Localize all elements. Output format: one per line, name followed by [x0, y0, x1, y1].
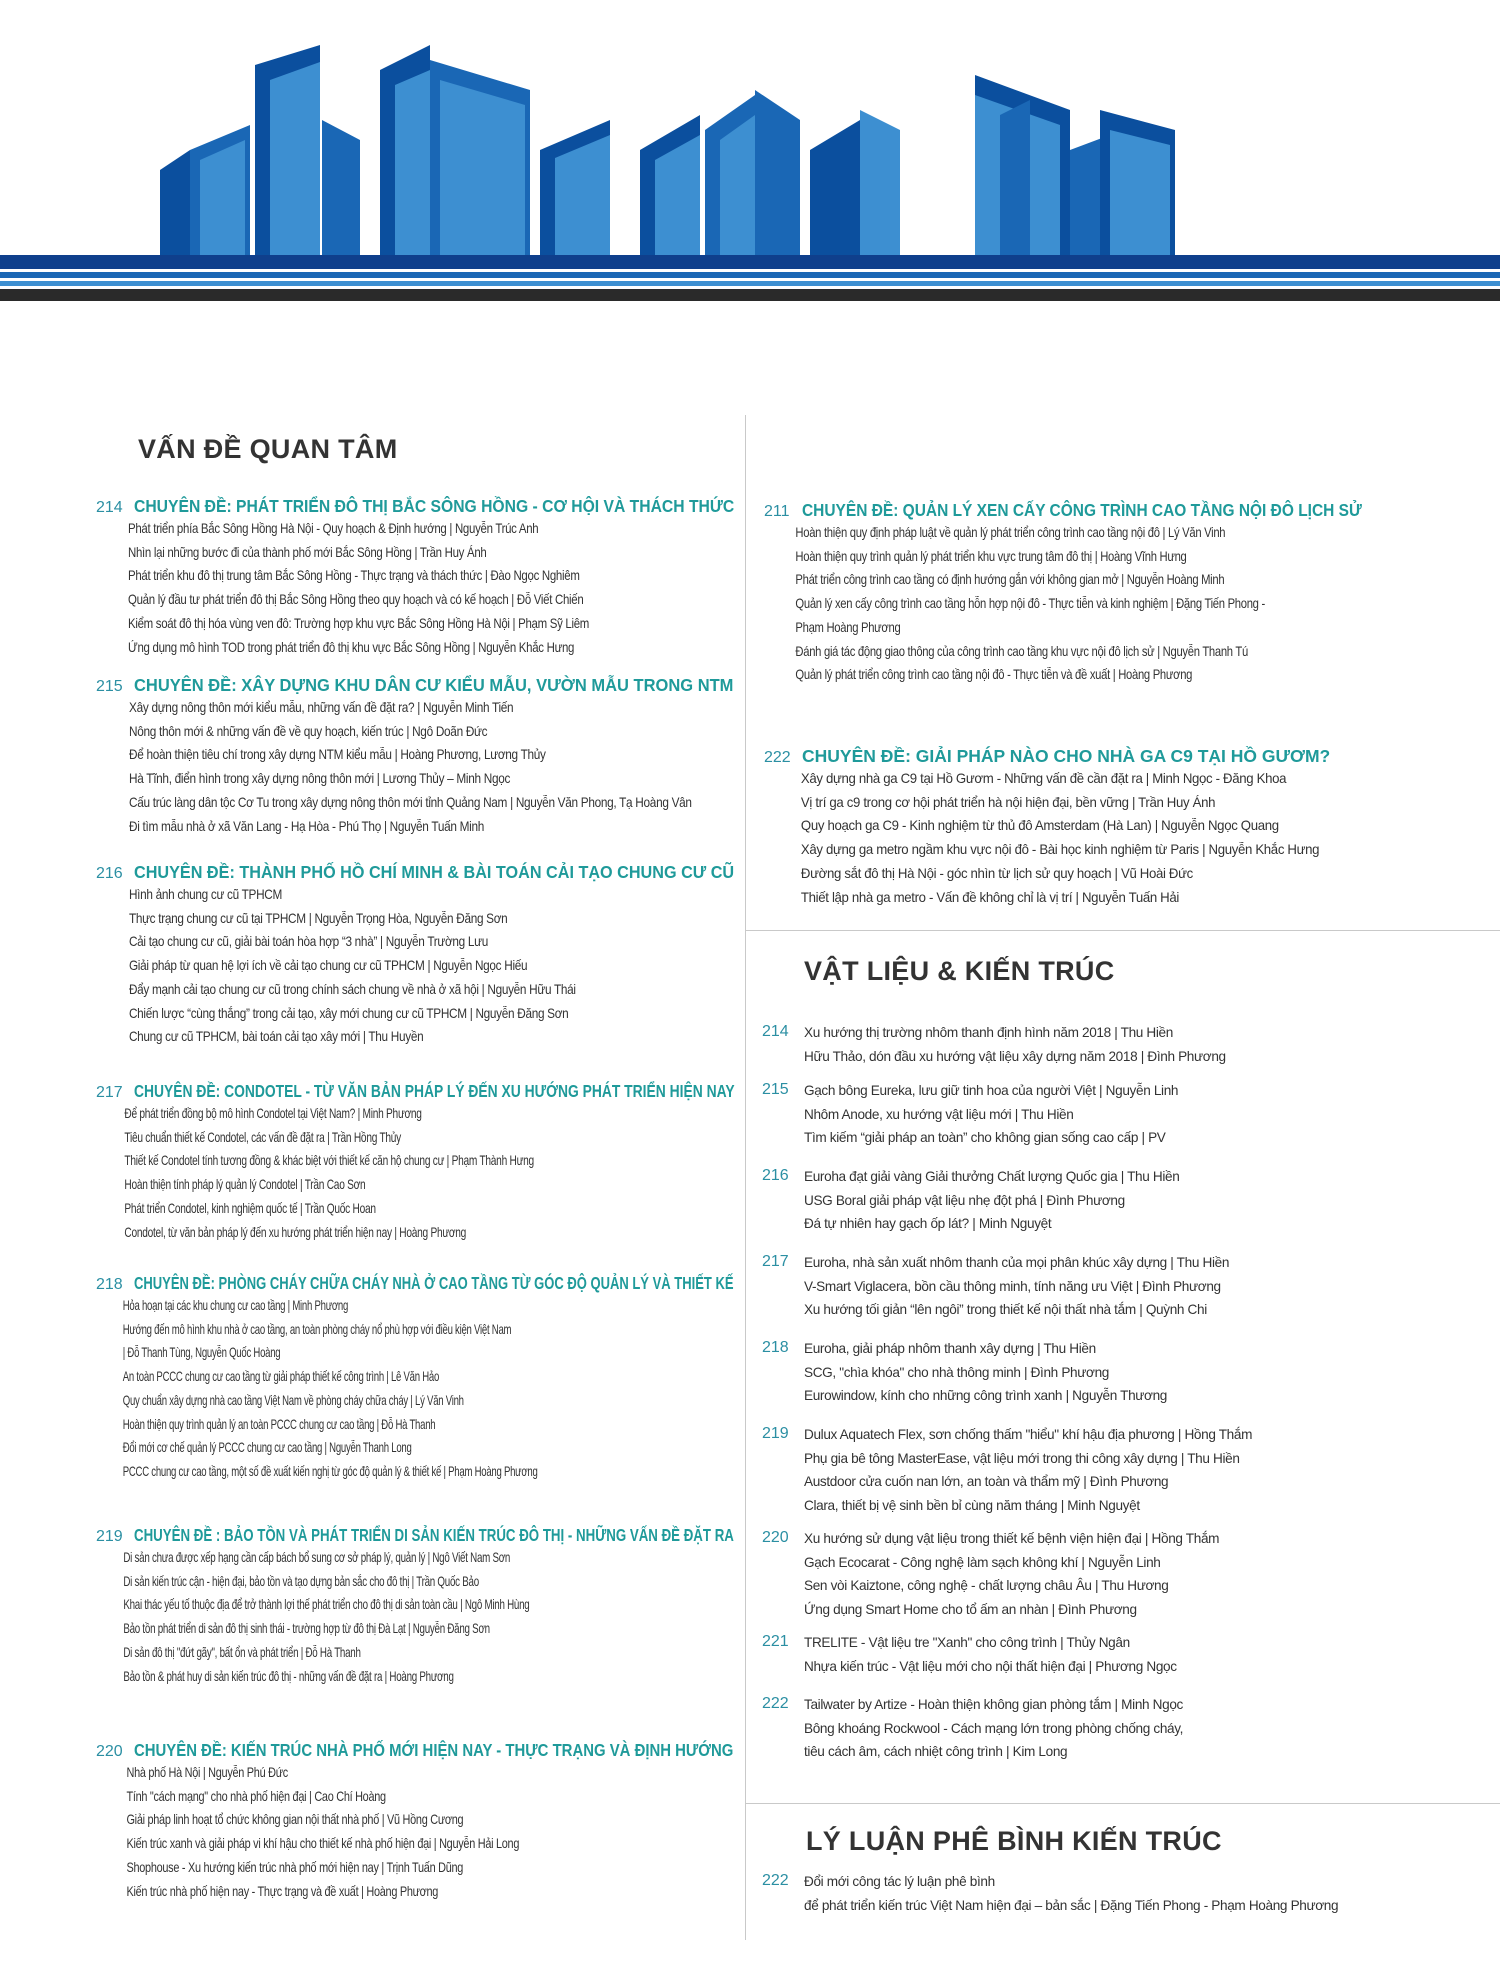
article-line: Nhà phố Hà Nội | Nguyễn Phú Đức: [126, 1765, 288, 1780]
issue-number: 218: [762, 1339, 789, 1356]
topic-block: [96, 1525, 924, 1688]
article-line: Ứng dụng mô hình TOD trong phát triển đô thị khu vực Bắc Sông Hồng | Nguyễn Khắc Hưng: [127, 639, 575, 655]
article-line: Đánh giá tác động giao thông của công trình cao tầng khu vực nội đô lịch sử | Nguyễn Thanh Tú: [795, 643, 1248, 659]
article-line: Quản lý phát triển công trình cao tầng nội đô - Thực tiễn và đề xuất | Hoàng Phương: [795, 667, 1193, 683]
topic-header: [764, 500, 1435, 521]
issue-number: 211: [764, 503, 790, 520]
issue-number: 220: [96, 1743, 123, 1760]
article-line: Quản lý đầu tư phát triển đô thị Bắc Sông Hồng theo quy hoạch và có kế hoạch | Đỗ Viết Chiến: [127, 592, 584, 608]
article-line: tiêu cách âm, cách nhiệt công trình | Kim Long: [804, 1744, 1068, 1760]
article-line: SCG, "chìa khóa" cho nhà thông minh | Đình Phương: [804, 1364, 1109, 1380]
article-line: Thiết lập nhà ga metro - Vấn đề không chỉ là vị trí | Nguyễn Tuấn Hải: [800, 889, 1179, 905]
topic-header: [96, 862, 782, 883]
issue-number: 217: [762, 1253, 789, 1270]
article-line: Vị trí ga c9 trong cơ hội phát triển hà nội hiện đại, bền vững | Trần Huy Ánh: [800, 794, 1216, 810]
topic-block: [764, 746, 1335, 909]
article-line: Tìm kiếm “giải pháp an toàn” cho không gian sống cao cấp | PV: [804, 1130, 1166, 1146]
article-line: Giải pháp linh hoạt tổ chức không gian nội thất nhà phố | Vũ Hồng Cương: [126, 1812, 464, 1828]
article-line: Đổi mới cơ chế quản lý PCCC chung cư cao tầng | Nguyễn Thanh Long: [122, 1440, 412, 1456]
article-line: Phát triển khu đô thị trung tâm Bắc Sông Hồng - Thực trạng và thách thức | Đào Ngọc Nghiêm: [127, 568, 580, 584]
topic-block: [764, 500, 1435, 687]
topic-title: CHUYÊN ĐỀ: THÀNH PHỐ HỒ CHÍ MINH & BÀI TOÁN CẢI TẠO CHUNG CƯ CŨ: [134, 862, 735, 882]
article-line: Xu hướng sử dụng vật liệu trong thiết kế bệnh viện hiện đại | Hồng Thắm: [804, 1531, 1220, 1546]
article-line: Nhôm Anode, xu hướng vật liệu mới | Thu Hiền: [804, 1106, 1074, 1122]
topic-header: [764, 746, 1335, 767]
topic-title: CHUYÊN ĐỀ : BẢO TỒN VÀ PHÁT TRIỂN DI SẢN KIẾN TRÚC ĐÔ THỊ - NHỮNG VẤN ĐỀ ĐẶT RA: [134, 1525, 734, 1545]
article-line: PCCC chung cư cao tầng, một số đề xuất kiến nghị từ góc độ quản lý & thiết kế | Phạm Hoàng Phương: [122, 1463, 538, 1479]
article-line: Euroha đạt giải vàng Giải thưởng Chất lượng Quốc gia | Thu Hiền: [804, 1169, 1180, 1184]
article-line: Euroha, nhà sản xuất nhôm thanh của mọi phân khúc xây dựng | Thu Hiền: [804, 1255, 1230, 1270]
topic-title: CHUYÊN ĐỀ: KIẾN TRÚC NHÀ PHỐ MỚI HIỆN NAY - THỰC TRẠNG VÀ ĐỊNH HƯỚNG: [134, 1740, 734, 1760]
article-line: Hữu Thảo, dón đầu xu hướng vật liệu xây dựng năm 2018 | Đình Phương: [804, 1048, 1226, 1064]
article-line: Clara, thiết bị vệ sinh bền bỉ cùng năm tháng | Minh Nguyệt: [804, 1498, 1140, 1514]
section-title-ly-luan: LÝ LUẬN PHÊ BÌNH KIẾN TRÚC: [806, 1826, 1222, 1856]
topic-block: [96, 496, 803, 659]
article-line: Condotel, từ văn bản pháp lý đến xu hướng phát triển hiện nay | Hoàng Phương: [124, 1224, 467, 1240]
topic-title: CHUYÊN ĐỀ: XÂY DỰNG KHU DÂN CƯ KIỂU MẪU, VƯỜN MẪU TRONG NTM: [134, 675, 734, 695]
issue-number: 222: [762, 1872, 789, 1889]
article-line: Ứng dụng Smart Home cho tổ ấm an nhàn | Đình Phương: [804, 1602, 1137, 1618]
issue-number: 221: [762, 1633, 789, 1650]
article-line: Di sản kiến trúc cận - hiện đại, bảo tồn và tạo dựng bản sắc cho đô thị | Trần Quốc Bảo: [123, 1573, 479, 1589]
article-line: Cải tạo chung cư cũ, giải bài toán hòa hợp “3 nhà” | Nguyễn Trường Lưu: [128, 934, 488, 950]
article-line: Tính "cách mạng" cho nhà phố hiện đại | Cao Chí Hoàng: [126, 1788, 386, 1804]
article-line: Di sản đô thị "đứt gãy", bất ổn và phát triển | Đỗ Hà Thanh: [123, 1644, 361, 1660]
article-line: Xây dựng nhà ga C9 tại Hồ Gươm - Những vấn đề cần đặt ra | Minh Ngọc - Đăng Khoa: [800, 771, 1287, 786]
article-line: Tailwater by Artize - Hoàn thiện không gian phòng tắm | Minh Ngọc: [804, 1697, 1183, 1712]
article-line: để phát triển kiến trúc Việt Nam hiện đại – bản sắc | Đặng Tiến Phong - Phạm Hoàng Phương: [804, 1897, 1339, 1913]
article-line: Chiến lược “cùng thắng” trong cải tạo, xây mới chung cư cũ TPHCM | Nguyễn Đăng Sơn: [128, 1005, 569, 1021]
article-line: Hỏa hoạn tại các khu chung cư cao tầng | Minh Phương: [122, 1298, 349, 1313]
article-line: Thực trạng chung cư cũ tại TPHCM | Nguyễn Trọng Hòa, Nguyễn Đăng Sơn: [128, 910, 508, 926]
article-line: Thiết kế Condotel tính tương đồng & khác biệt với thiết kế căn hộ chung cư | Phạm Thành Hưng: [124, 1153, 534, 1169]
article-line: Hướng đến mô hình khu nhà ở cao tầng, an toàn phòng cháy nổ phù hợp với điều kiện Việt Nam: [122, 1321, 512, 1337]
section-title-vat-lieu: VẬT LIỆU & KIẾN TRÚC: [804, 956, 1115, 986]
article-line: Sen vòi Kaiztone, công nghệ - chất lượng châu Âu | Thu Hương: [804, 1578, 1169, 1594]
topic-block: [96, 675, 781, 838]
article-line: Austdoor cửa cuốn nan lớn, an toàn và thẩm mỹ | Đình Phương: [804, 1474, 1169, 1490]
article-line: Phát triển phía Bắc Sông Hồng Hà Nội - Quy hoạch & Định hướng | Nguyễn Trúc Anh: [127, 521, 539, 536]
article-line: Shophouse - Xu hướng kiến trúc nhà phố mới hiện nay | Trịnh Tuấn Dũng: [126, 1859, 464, 1875]
article-line: Dulux Aquatech Flex, sơn chống thấm "hiểu" khí hậu địa phương | Hồng Thắm: [804, 1427, 1253, 1442]
article-line: Bảo tồn & phát huy di sản kiến trúc đô thị - những vấn đề đặt ra | Hoàng Phương: [123, 1668, 454, 1684]
article-line: Để phát triển đồng bộ mô hình Condotel tại Việt Nam? | Minh Phương: [124, 1106, 422, 1121]
article-line: Đi tìm mẫu nhà ở xã Văn Lang - Hạ Hòa - Phú Thọ | Nguyễn Tuấn Minh: [129, 818, 484, 834]
skyline-banner: [0, 0, 1500, 310]
article-line: Xây dựng nông thôn mới kiểu mẫu, những vấn đề đặt ra? | Nguyễn Minh Tiến: [129, 700, 514, 715]
issue-number: 214: [96, 499, 123, 516]
article-line: Gạch bông Eureka, lưu giữ tinh hoa của người Việt | Nguyễn Linh: [804, 1083, 1179, 1098]
section-divider: [745, 1803, 1500, 1804]
skyline-buildings: [160, 45, 1175, 255]
article-line: TRELITE - Vật liệu tre "Xanh" cho công trình | Thủy Ngân: [804, 1635, 1130, 1650]
issue-number: 218: [96, 1276, 123, 1293]
article-line: Để hoàn thiện tiêu chí trong xây dựng NTM kiểu mẫu | Hoàng Phương, Lương Thủy: [129, 747, 546, 763]
topic-block: [96, 862, 782, 1049]
issue-number: 220: [762, 1529, 789, 1546]
topic-header: [96, 496, 803, 517]
issue-number: 215: [762, 1081, 789, 1098]
article-line: Đẩy mạnh cải tạo chung cư cũ trong chính sách chung về nhà ở xã hội | Nguyễn Hữu Thái: [128, 981, 576, 997]
topic-title: CHUYÊN ĐỀ: GIẢI PHÁP NÀO CHO NHÀ GA C9 TẠI HỒ GƯƠM?: [802, 746, 1331, 766]
article-line: Bảo tồn phát triển di sản đô thị sinh thái - trường hợp từ đô thị Đà Lạt | Nguyễn Đăng Sơn: [123, 1621, 490, 1637]
article-line: Tiêu chuẩn thiết kế Condotel, các vấn đề đặt ra | Trần Hồng Thủy: [124, 1129, 402, 1145]
topic-title: CHUYÊN ĐỀ: PHÒNG CHÁY CHỮA CHÁY NHÀ Ở CAO TẦNG TỪ GÓC ĐỘ QUẢN LÝ VÀ THIẾT KẾ: [134, 1273, 734, 1293]
article-line: Phụ gia bê tông MasterEase, vật liệu mới trong thi công xây dựng | Thu Hiền: [804, 1450, 1240, 1466]
article-line: Gạch Ecocarat - Công nghệ làm sạch không khí | Nguyễn Linh: [804, 1554, 1161, 1570]
section-title-van-de: VẤN ĐỀ QUAN TÂM: [138, 434, 398, 464]
article-line: Cấu trúc làng dân tộc Cơ Tu trong xây dựng nông thôn mới tỉnh Quảng Nam | Nguyễn Văn Phong, Tạ Hoàng Vân: [129, 794, 692, 810]
article-line: Di sản chưa được xếp hạng cần cấp bách bổ sung cơ sở pháp lý, quản lý | Ngô Viết Nam Sơn: [123, 1550, 511, 1565]
topic-header: [96, 675, 781, 696]
article-line: Eurowindow, kính cho những công trình xanh | Nguyễn Thương: [804, 1388, 1168, 1404]
section-divider: [745, 930, 1500, 931]
topic-header: [96, 1740, 838, 1761]
article-line: Đổi mới công tác lý luận phê bình: [804, 1874, 995, 1889]
issue-number: 219: [96, 1528, 123, 1545]
article-line: Kiến trúc xanh và giải pháp vi khí hậu cho thiết kế nhà phố hiện đại | Nguyễn Hải Long: [126, 1836, 520, 1852]
topic-title: CHUYÊN ĐỀ: CONDOTEL - TỪ VĂN BẢN PHÁP LÝ ĐẾN XU HƯỚNG PHÁT TRIỂN HIỆN NAY: [134, 1081, 735, 1101]
issue-number: 215: [96, 678, 123, 695]
article-line: Phát triển công trình cao tầng có định hướng gắn với không gian mở | Nguyễn Hoàng Minh: [795, 572, 1225, 588]
issue-number: 222: [764, 749, 791, 766]
issue-number: 214: [762, 1023, 789, 1040]
topic-title: CHUYÊN ĐỀ: PHÁT TRIỂN ĐÔ THỊ BẮC SÔNG HỒNG - CƠ HỘI VÀ THÁCH THỨC: [134, 496, 735, 516]
article-line: Xu hướng thị trường nhôm thanh định hình năm 2018 | Thu Hiền: [804, 1025, 1173, 1040]
article-line: | Đỗ Thanh Tùng, Nguyễn Quốc Hoàng: [122, 1345, 281, 1361]
article-line: Đường sắt đô thị Hà Nội - góc nhìn từ lịch sử quy hoạch | Vũ Hoài Đức: [800, 865, 1193, 881]
issue-number: 219: [762, 1425, 789, 1442]
article-line: Euroha, giải pháp nhôm thanh xây dựng | Thu Hiền: [804, 1341, 1096, 1356]
article-line: Xây dựng ga metro ngầm khu vực nội đô - Bài học kinh nghiệm từ Paris | Nguyễn Khắc Hưng: [800, 842, 1320, 858]
topic-block: [96, 1740, 838, 1903]
article-line: Quản lý xen cấy công trình cao tầng hỗn hợp nội đô - Thực tiễn và kinh nghiệm | Đặng Tiến Phong -: [795, 596, 1265, 612]
article-line: Phát triển Condotel, kinh nghiệm quốc tế | Trần Quốc Hoan: [124, 1200, 376, 1216]
issue-number: 216: [762, 1167, 789, 1184]
article-line: Hà Tĩnh, điển hình trong xây dựng nông thôn mới | Lương Thủy – Minh Ngọc: [129, 771, 511, 787]
article-line: Xu hướng tối giản “lên ngôi” trong thiết kế nội thất nhà tắm | Quỳnh Chi: [804, 1302, 1207, 1318]
article-line: Quy hoạch ga C9 - Kinh nghiệm từ thủ đô Amsterdam (Hà Lan) | Nguyễn Ngọc Quang: [800, 818, 1279, 834]
article-line: Hoàn thiện quy trình quản lý phát triển khu vực trung tâm đô thị | Hoàng Vĩnh Hưng: [795, 548, 1187, 564]
article-line: Nhựa kiến trúc - Vật liệu mới cho nội thất hiện đại | Phương Ngọc: [804, 1658, 1177, 1674]
topic-title: CHUYÊN ĐỀ: QUẢN LÝ XEN CẤY CÔNG TRÌNH CAO TẦNG NỘI ĐÔ LỊCH SỬ: [802, 500, 1362, 520]
article-line: Kiến trúc nhà phố hiện nay - Thực trạng và đề xuất | Hoàng Phương: [126, 1883, 439, 1899]
issue-number: 216: [96, 865, 123, 882]
issue-number: 217: [96, 1084, 123, 1101]
article-line: Hoàn thiện quy định pháp luật về quản lý phát triển công trình cao tầng nội đô | Lý Văn Vinh: [795, 525, 1226, 540]
article-line: Khai thác yếu tố thuộc địa để trở thành lợi thế phát triển cho đô thị di sản toàn cầu | Ngô Minh Hùng: [123, 1597, 530, 1613]
article-line: USG Boral giải pháp vật liệu nhẹ đột phá | Đình Phương: [804, 1192, 1125, 1208]
article-line: Hình ảnh chung cư cũ TPHCM: [128, 887, 283, 902]
article-line: An toàn PCCC chung cư cao tầng từ giải pháp thiết kế công trình | Lê Văn Hảo: [122, 1369, 440, 1385]
article-line: V-Smart Viglacera, bồn cầu thông minh, tính năng ưu Việt | Đình Phương: [804, 1278, 1221, 1294]
issue-number: 222: [762, 1695, 789, 1712]
article-line: Hoàn thiện quy trình quản lý an toàn PCCC chung cư cao tầng | Đỗ Hà Thanh: [122, 1416, 436, 1432]
topic-header: [96, 1525, 924, 1546]
article-line: Nhìn lại những bước đi của thành phố mới Bắc Sông Hồng | Trần Huy Ánh: [127, 544, 487, 560]
article-line: Giải pháp từ quan hệ lợi ích về cải tạo chung cư cũ TPHCM | Nguyễn Ngọc Hiếu: [128, 958, 528, 974]
article-line: Hoàn thiện tính pháp lý quản lý Condotel | Trần Cao Sơn: [124, 1177, 366, 1193]
article-line: Quy chuẩn xây dựng nhà cao tầng Việt Nam về phòng cháy chữa cháy | Lý Văn Vinh: [122, 1392, 464, 1408]
article-line: Phạm Hoàng Phương: [795, 619, 901, 635]
article-line: Chung cư cũ TPHCM, bài toán cải tạo xây mới | Thu Huyền: [128, 1029, 424, 1045]
article-line: Nông thôn mới & những vấn đề về quy hoạch, kiến trúc | Ngô Doãn Đức: [129, 723, 488, 739]
article-line: Đá tự nhiên hay gạch ốp lát? | Minh Nguyệt: [804, 1216, 1052, 1232]
topic-block: [96, 1081, 892, 1244]
article-line: Bông khoáng Rockwool - Cách mạng lớn trong phòng chống cháy,: [804, 1720, 1184, 1736]
article-line: Kiểm soát đô thị hóa vùng ven đô: Trường hợp khu vực Bắc Sông Hồng Hà Nội | Phạm Sỹ Liêm: [127, 615, 590, 631]
